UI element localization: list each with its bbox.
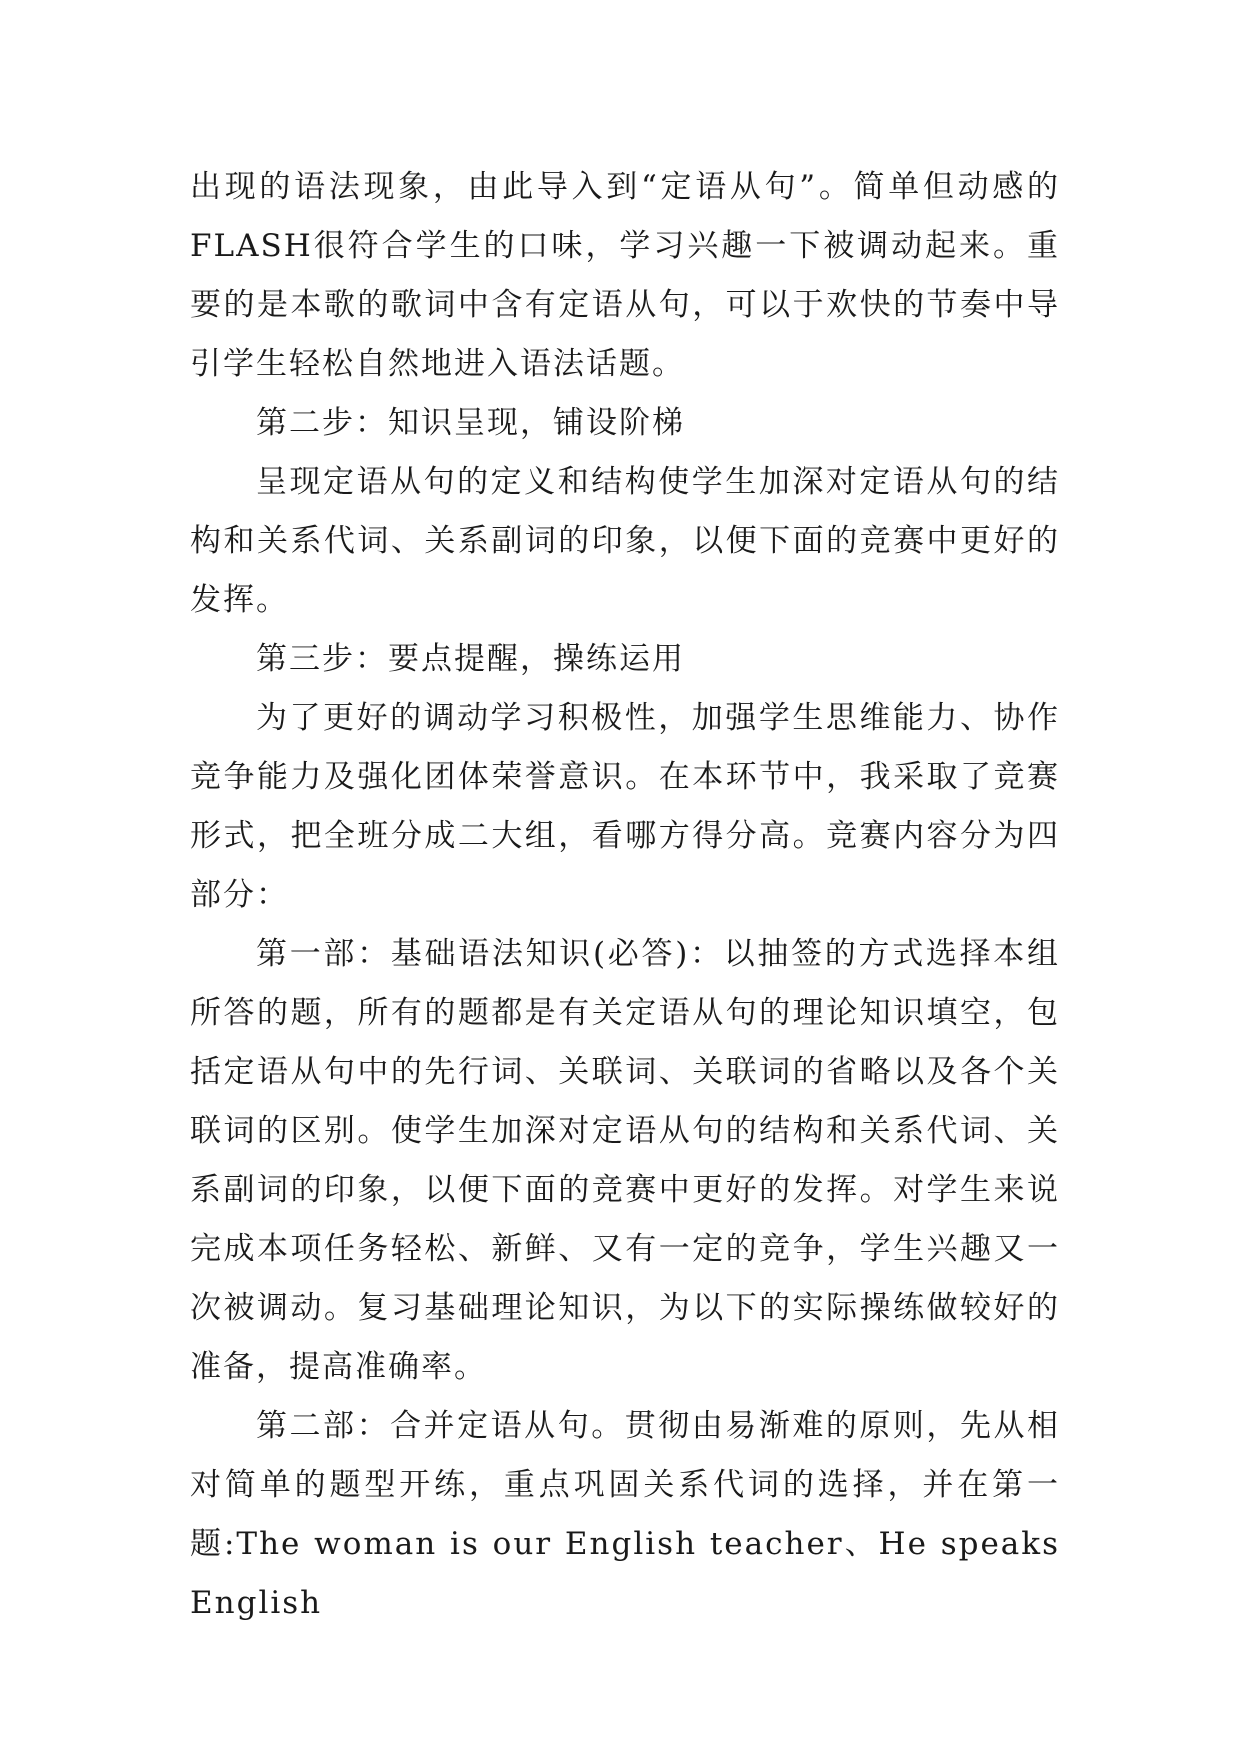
heading-step-three: 第三步：要点提醒，操练运用 xyxy=(256,641,685,677)
document-body xyxy=(190,158,1060,1633)
paragraph-part-two: 第二部：合并定语从句。贯彻由易渐难的原则，先从相对简单的题型开练，重点巩固关系代词的选择，并在第一题:The woman is our English teacher、He speaks English xyxy=(190,1408,1060,1621)
heading-step-two: 第二步：知识呈现，铺设阶梯 xyxy=(256,405,685,441)
paragraph-intro-continued: 出现的语法现象，由此导入到“定语从句”。简单但动感的FLASH很符合学生的口味，学习兴趣一下被调动起来。重要的是本歌的歌词中含有定语从句，可以于欢快的节奏中导引学生轻松自然地进入语法话题。 xyxy=(190,169,1060,382)
paragraph-part-one: 第一部：基础语法知识(必答)：以抽签的方式选择本组所答的题，所有的题都是有关定语从句的理论知识填空，包括定语从句中的先行词、关联词、关联词的省略以及各个关联词的区别。使学生加深对定语从句的结构和关系代词、关系副词的印象，以便下面的竞赛中更好的发挥。对学生来说完成本项任务轻松、新鲜、又有一定的竞争，学生兴趣又一次被调动。复习基础理论知识，为以下的实际操练做较好的准备，提高准确率。 xyxy=(190,936,1060,1385)
paragraph-step-two: 呈现定语从句的定义和结构使学生加深对定语从句的结构和关系代词、关系副词的印象，以便下面的竞赛中更好的发挥。 xyxy=(190,464,1060,618)
paragraph-step-three: 为了更好的调动学习积极性，加强学生思维能力、协作竞争能力及强化团体荣誉意识。在本环节中，我采取了竞赛形式，把全班分成二大组，看哪方得分高。竞赛内容分为四部分： xyxy=(190,700,1060,913)
